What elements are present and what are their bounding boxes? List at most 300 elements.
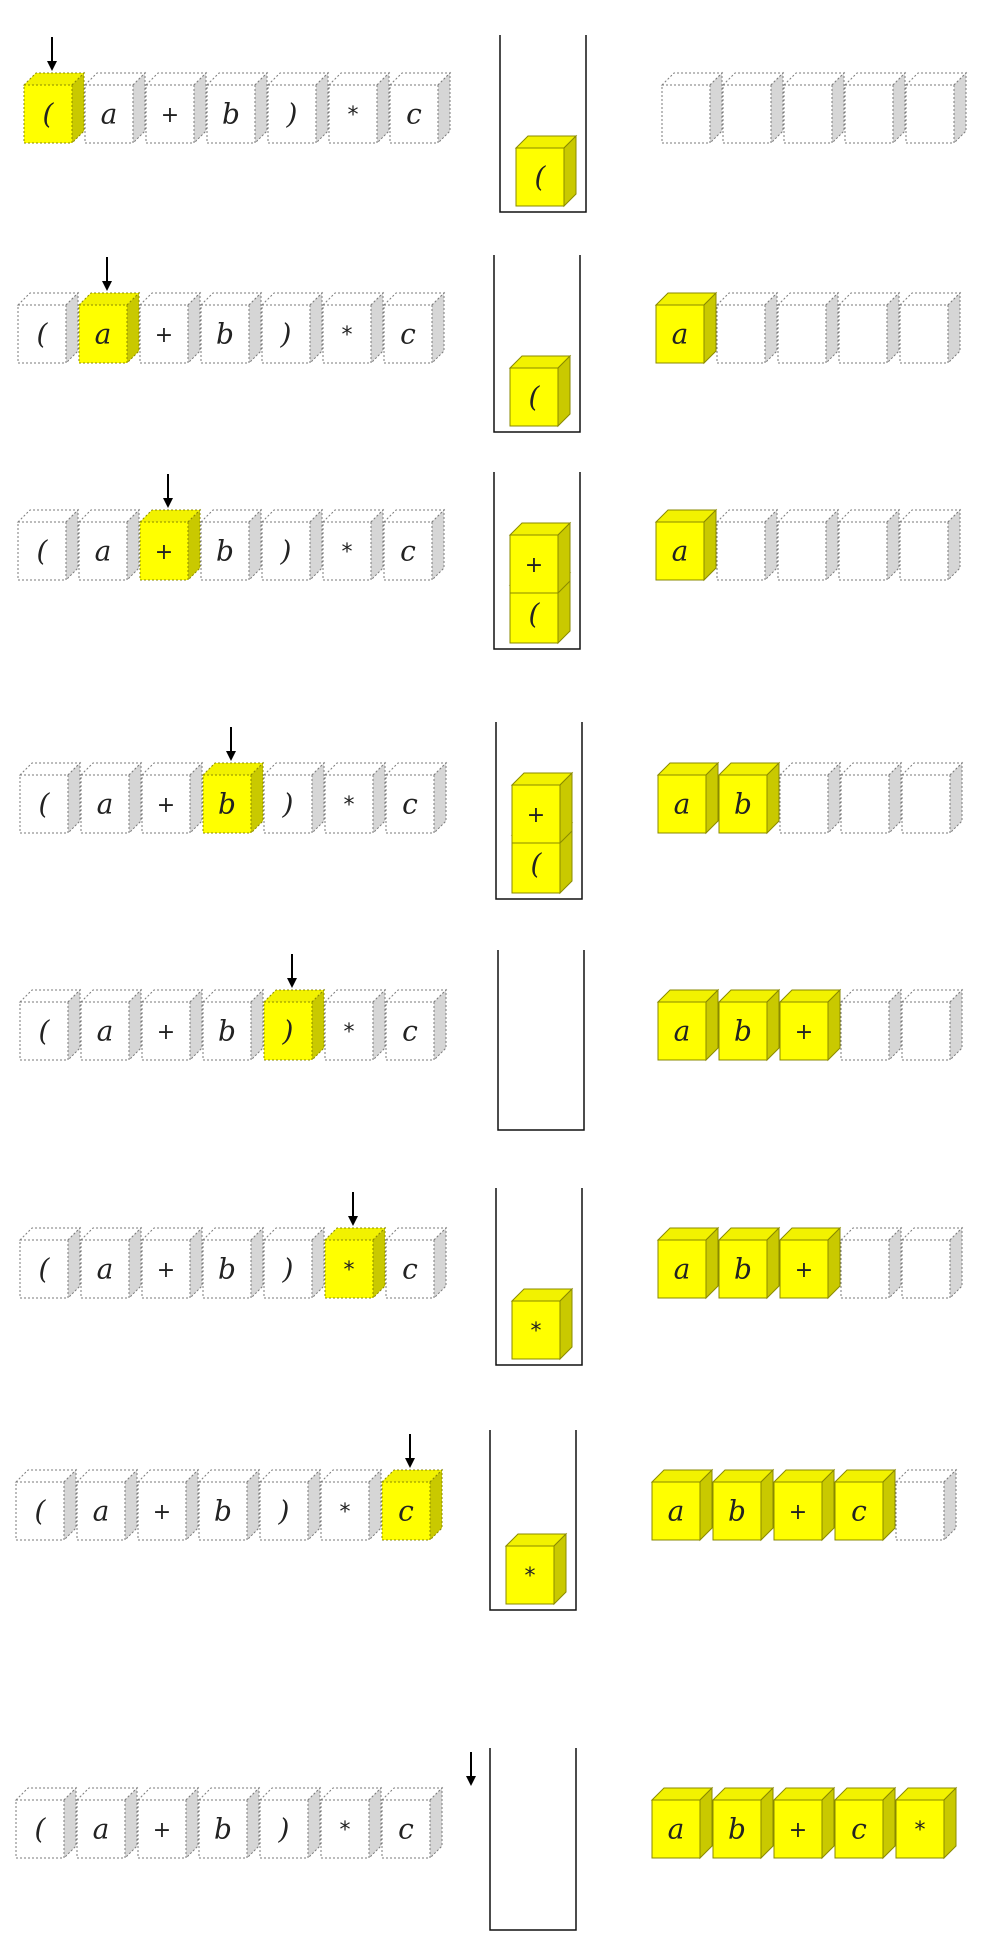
cube-label: +: [794, 1020, 814, 1045]
input-token-0: [16, 1788, 76, 1858]
cube-label: a: [92, 1812, 110, 1846]
cube-front-face: [902, 1240, 950, 1298]
step-4: [20, 722, 962, 899]
cube-front-face: [900, 305, 948, 363]
output-slot-0: [652, 1470, 712, 1540]
cube-front-face: [841, 775, 889, 833]
arrow-down-icon: [405, 1434, 415, 1468]
cube-label: a: [671, 534, 689, 568]
cube-side-face: [944, 1470, 956, 1540]
postfix-output: [656, 510, 960, 580]
arrow-down-icon: [102, 257, 112, 291]
input-token-1: [79, 510, 139, 580]
cube-front-face: [896, 1482, 944, 1540]
stack-item-0: [510, 356, 570, 426]
output-slot-3: [839, 293, 899, 363]
cube-side-face: [950, 990, 962, 1060]
input-token-3: [201, 293, 261, 363]
input-expression: [18, 293, 444, 363]
postfix-output: [658, 990, 962, 1060]
input-token-2: [140, 293, 200, 363]
input-token-5: [329, 73, 389, 143]
cube-side-face: [434, 1228, 446, 1298]
cube-side-face: [129, 1228, 141, 1298]
cube-label: c: [402, 1014, 418, 1048]
cube-side-face: [188, 510, 200, 580]
cube-side-face: [767, 990, 779, 1060]
cube-label: (: [38, 1014, 50, 1048]
cube-label: a: [92, 1494, 110, 1528]
input-token-6: [390, 73, 450, 143]
output-slot-2: [784, 73, 844, 143]
cube-side-face: [373, 1228, 385, 1298]
input-token-0: [16, 1470, 76, 1540]
cube-label: c: [400, 534, 416, 568]
input-token-2: [142, 990, 202, 1060]
cube-front-face: [717, 522, 765, 580]
cube-label: a: [94, 534, 112, 568]
stack-item-0: [506, 1534, 566, 1604]
cube-side-face: [828, 763, 840, 833]
output-slot-2: [774, 1470, 834, 1540]
output-slot-3: [839, 510, 899, 580]
cube-side-face: [432, 510, 444, 580]
cube-front-face: [784, 85, 832, 143]
cube-label: a: [96, 1252, 114, 1286]
cube-label: ): [286, 97, 298, 131]
postfix-output: [658, 1228, 962, 1298]
output-slot-1: [719, 763, 779, 833]
cube-label: (: [34, 1812, 46, 1846]
input-token-6: [384, 510, 444, 580]
cube-side-face: [127, 293, 139, 363]
cube-side-face: [558, 356, 570, 426]
postfix-output: [656, 293, 960, 363]
input-token-5: [323, 293, 383, 363]
output-slot-1: [723, 73, 783, 143]
operator-stack: [490, 1430, 576, 1610]
cube-front-face: [839, 305, 887, 363]
cube-front-face: [723, 85, 771, 143]
output-slot-3: [841, 1228, 901, 1298]
cube-side-face: [889, 990, 901, 1060]
cube-side-face: [822, 1788, 834, 1858]
cube-label: b: [216, 317, 234, 351]
cube-side-face: [438, 73, 450, 143]
input-token-1: [81, 763, 141, 833]
input-token-4: [264, 1228, 324, 1298]
cube-side-face: [761, 1788, 773, 1858]
postfix-output: [652, 1470, 956, 1540]
cube-side-face: [377, 73, 389, 143]
cube-label: b: [218, 1014, 236, 1048]
input-token-5: [325, 990, 385, 1060]
output-slot-0: [656, 293, 716, 363]
cube-side-face: [68, 1228, 80, 1298]
input-expression: [20, 990, 446, 1060]
cube-side-face: [826, 293, 838, 363]
input-expression: [16, 1788, 442, 1858]
cube-label: b: [214, 1812, 232, 1846]
cube-side-face: [771, 73, 783, 143]
operator-stack: [490, 1748, 576, 1930]
input-token-3: [203, 990, 263, 1060]
cube-side-face: [948, 510, 960, 580]
input-token-4: [262, 293, 322, 363]
arrow-down-icon: [47, 37, 57, 71]
cube-label: +: [152, 1500, 172, 1525]
cube-side-face: [308, 1788, 320, 1858]
arrow-down-icon: [163, 474, 173, 508]
input-token-0: [20, 763, 80, 833]
cube-side-face: [832, 73, 844, 143]
input-token-0: [18, 293, 78, 363]
input-token-0: [20, 990, 80, 1060]
step-7: [16, 1430, 956, 1610]
cube-side-face: [66, 510, 78, 580]
input-token-1: [81, 1228, 141, 1298]
cube-label: +: [156, 1020, 176, 1045]
output-slot-2: [778, 293, 838, 363]
stack-item-1: [512, 773, 572, 843]
cube-side-face: [316, 73, 328, 143]
cube-label: +: [154, 540, 174, 565]
stack-item-0: [516, 136, 576, 206]
cube-side-face: [706, 1228, 718, 1298]
cube-side-face: [255, 73, 267, 143]
input-token-3: [203, 1228, 263, 1298]
input-token-5: [321, 1470, 381, 1540]
cube-side-face: [312, 990, 324, 1060]
output-slot-2: [780, 1228, 840, 1298]
output-slot-4: [902, 990, 962, 1060]
input-token-3: [199, 1788, 259, 1858]
input-token-3: [201, 510, 261, 580]
cube-side-face: [767, 1228, 779, 1298]
output-slot-0: [652, 1788, 712, 1858]
cube-side-face: [310, 293, 322, 363]
cube-side-face: [371, 293, 383, 363]
cube-front-face: [841, 1002, 889, 1060]
input-token-6: [382, 1470, 442, 1540]
input-token-3: [207, 73, 267, 143]
cube-side-face: [765, 293, 777, 363]
cube-side-face: [883, 1788, 895, 1858]
output-slot-4: [906, 73, 966, 143]
input-token-6: [386, 1228, 446, 1298]
cube-label: +: [156, 1258, 176, 1283]
cube-side-face: [767, 763, 779, 833]
cube-side-face: [247, 1788, 259, 1858]
cube-side-face: [700, 1788, 712, 1858]
cube-side-face: [434, 763, 446, 833]
cube-side-face: [251, 763, 263, 833]
output-slot-2: [774, 1788, 834, 1858]
cube-label: ): [282, 787, 294, 821]
cube-side-face: [430, 1470, 442, 1540]
cube-label: (: [528, 597, 540, 631]
cube-side-face: [432, 293, 444, 363]
cube-side-face: [889, 763, 901, 833]
cube-label: (: [34, 1494, 46, 1528]
input-expression: [18, 510, 444, 580]
output-slot-4: [900, 510, 960, 580]
cube-side-face: [889, 1228, 901, 1298]
cube-label: ): [280, 534, 292, 568]
output-slot-2: [780, 763, 840, 833]
cube-label: +: [524, 553, 544, 578]
cube-side-face: [247, 1470, 259, 1540]
cube-side-face: [194, 73, 206, 143]
output-slot-1: [713, 1470, 773, 1540]
cube-side-face: [129, 990, 141, 1060]
cube-front-face: [845, 85, 893, 143]
operator-stack: [500, 35, 586, 212]
cube-label: (: [38, 787, 50, 821]
cube-label: *: [530, 1319, 542, 1344]
input-token-1: [81, 990, 141, 1060]
input-token-1: [85, 73, 145, 143]
input-token-1: [79, 293, 139, 363]
cube-side-face: [186, 1788, 198, 1858]
input-token-2: [142, 1228, 202, 1298]
cube-front-face: [780, 775, 828, 833]
cube-label: a: [667, 1494, 685, 1528]
cube-side-face: [251, 990, 263, 1060]
cube-side-face: [251, 1228, 263, 1298]
operator-stack: [496, 722, 582, 899]
output-slot-1: [717, 510, 777, 580]
cube-front-face: [778, 305, 826, 363]
cube-front-face: [778, 522, 826, 580]
arrow-down-icon: [226, 727, 236, 761]
output-slot-1: [713, 1788, 773, 1858]
step-2: [18, 255, 960, 432]
input-token-2: [138, 1470, 198, 1540]
output-slot-0: [662, 73, 722, 143]
arrow-down-icon: [466, 1752, 476, 1786]
cube-label: *: [343, 1258, 355, 1283]
cube-label: a: [667, 1812, 685, 1846]
cube-label: (: [38, 1252, 50, 1286]
output-slot-3: [845, 73, 905, 143]
cube-label: a: [673, 1014, 691, 1048]
cube-label: ): [282, 1014, 294, 1048]
output-slot-4: [902, 1228, 962, 1298]
postfix-output: [658, 763, 962, 833]
input-token-4: [264, 990, 324, 1060]
cube-side-face: [554, 1534, 566, 1604]
input-token-2: [142, 763, 202, 833]
cube-label: +: [788, 1500, 808, 1525]
cube-side-face: [704, 293, 716, 363]
output-slot-1: [719, 1228, 779, 1298]
cube-label: (: [534, 160, 546, 194]
stack-container: [498, 950, 584, 1130]
cube-side-face: [893, 73, 905, 143]
input-token-1: [77, 1788, 137, 1858]
cube-label: b: [218, 787, 236, 821]
input-token-6: [386, 990, 446, 1060]
cube-label: +: [160, 103, 180, 128]
cube-side-face: [371, 510, 383, 580]
cube-label: a: [96, 1014, 114, 1048]
cube-side-face: [72, 73, 84, 143]
cube-front-face: [900, 522, 948, 580]
cube-side-face: [373, 990, 385, 1060]
cube-side-face: [373, 763, 385, 833]
cube-label: a: [673, 787, 691, 821]
cube-side-face: [828, 990, 840, 1060]
cube-side-face: [560, 1289, 572, 1359]
cube-label: a: [671, 317, 689, 351]
operator-stack: [498, 950, 584, 1130]
cube-side-face: [64, 1788, 76, 1858]
input-token-6: [382, 1788, 442, 1858]
output-slot-0: [658, 990, 718, 1060]
cube-label: b: [734, 787, 752, 821]
cube-side-face: [308, 1470, 320, 1540]
output-slot-2: [780, 990, 840, 1060]
input-expression: [16, 1470, 442, 1540]
step-1: [24, 35, 966, 212]
cube-side-face: [560, 773, 572, 843]
cube-side-face: [64, 1470, 76, 1540]
operator-stack: [494, 472, 580, 649]
cube-label: c: [398, 1494, 414, 1528]
cube-label: b: [734, 1014, 752, 1048]
input-expression: [20, 763, 446, 833]
cube-side-face: [948, 293, 960, 363]
step-5: [20, 950, 962, 1130]
cube-front-face: [906, 85, 954, 143]
cube-label: *: [524, 1564, 536, 1589]
cube-label: a: [94, 317, 112, 351]
input-token-5: [321, 1788, 381, 1858]
cube-side-face: [312, 1228, 324, 1298]
input-expression: [20, 1228, 446, 1298]
operator-stack: [494, 255, 580, 432]
cube-label: *: [339, 1818, 351, 1843]
cube-label: c: [406, 97, 422, 131]
input-token-1: [77, 1470, 137, 1540]
cube-label: c: [402, 1252, 418, 1286]
output-slot-1: [717, 293, 777, 363]
cube-side-face: [950, 1228, 962, 1298]
cube-label: c: [851, 1812, 867, 1846]
cube-side-face: [761, 1470, 773, 1540]
step-6: [20, 1188, 962, 1365]
stack-item-1: [510, 523, 570, 593]
cube-side-face: [828, 1228, 840, 1298]
cube-side-face: [249, 510, 261, 580]
cube-side-face: [369, 1470, 381, 1540]
cube-side-face: [188, 293, 200, 363]
cube-side-face: [700, 1470, 712, 1540]
cube-label: *: [343, 1020, 355, 1045]
cube-label: +: [152, 1818, 172, 1843]
input-token-5: [325, 1228, 385, 1298]
cube-label: a: [100, 97, 118, 131]
output-slot-3: [841, 763, 901, 833]
cube-front-face: [841, 1240, 889, 1298]
cube-label: b: [728, 1494, 746, 1528]
cube-side-face: [826, 510, 838, 580]
step-8: [16, 1748, 956, 1930]
cube-label: +: [526, 803, 546, 828]
cube-side-face: [66, 293, 78, 363]
input-token-0: [24, 73, 84, 143]
output-slot-3: [835, 1788, 895, 1858]
cube-side-face: [310, 510, 322, 580]
output-slot-4: [902, 763, 962, 833]
input-token-4: [264, 763, 324, 833]
cube-label: b: [222, 97, 240, 131]
cube-side-face: [887, 293, 899, 363]
output-slot-4: [900, 293, 960, 363]
output-slot-3: [841, 990, 901, 1060]
cube-label: (: [530, 847, 542, 881]
cube-label: b: [218, 1252, 236, 1286]
cube-side-face: [129, 763, 141, 833]
cube-label: +: [794, 1258, 814, 1283]
cube-side-face: [434, 990, 446, 1060]
input-token-2: [138, 1788, 198, 1858]
cube-label: ): [278, 1494, 290, 1528]
cube-side-face: [430, 1788, 442, 1858]
cube-side-face: [564, 136, 576, 206]
cube-side-face: [125, 1470, 137, 1540]
cube-side-face: [68, 990, 80, 1060]
input-token-5: [325, 763, 385, 833]
cube-label: +: [154, 323, 174, 348]
cube-label: c: [851, 1494, 867, 1528]
cube-label: ): [282, 1252, 294, 1286]
output-slot-2: [778, 510, 838, 580]
cube-label: (: [36, 534, 48, 568]
input-token-4: [268, 73, 328, 143]
cube-label: +: [788, 1818, 808, 1843]
input-token-4: [260, 1788, 320, 1858]
input-token-2: [146, 73, 206, 143]
input-token-6: [384, 293, 444, 363]
cube-label: c: [402, 787, 418, 821]
input-token-5: [323, 510, 383, 580]
input-token-2: [140, 510, 200, 580]
postfix-output: [652, 1788, 956, 1858]
stack-item-0: [512, 1289, 572, 1359]
output-slot-0: [656, 510, 716, 580]
output-slot-0: [658, 1228, 718, 1298]
cube-side-face: [68, 763, 80, 833]
cube-side-face: [950, 763, 962, 833]
cube-label: *: [339, 1500, 351, 1525]
cube-label: *: [914, 1818, 926, 1843]
cube-label: (: [36, 317, 48, 351]
cube-label: c: [400, 317, 416, 351]
cube-side-face: [883, 1470, 895, 1540]
cube-label: ): [280, 317, 292, 351]
cube-side-face: [944, 1788, 956, 1858]
cube-side-face: [887, 510, 899, 580]
cube-side-face: [706, 990, 718, 1060]
cube-side-face: [558, 523, 570, 593]
output-slot-1: [719, 990, 779, 1060]
cube-label: b: [734, 1252, 752, 1286]
output-slot-0: [658, 763, 718, 833]
cube-front-face: [902, 1002, 950, 1060]
cube-side-face: [765, 510, 777, 580]
